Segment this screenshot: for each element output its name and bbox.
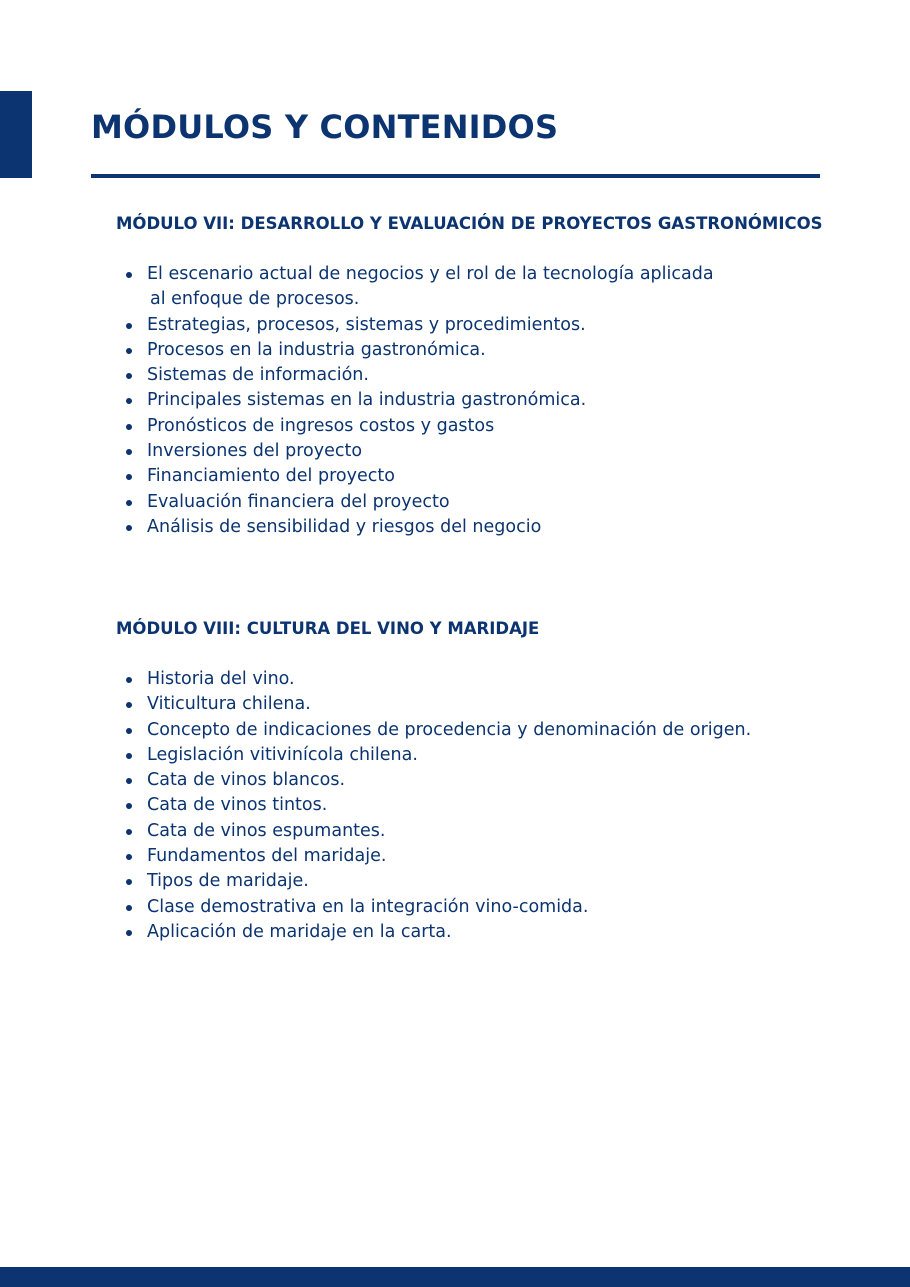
list-item-text: Cata de vinos espumantes. — [147, 820, 386, 841]
page-title: MÓDULOS Y CONTENIDOS — [91, 108, 559, 146]
list-item-text: Aplicación de maridaje en la carta. — [147, 921, 452, 942]
list-item-text: Estrategias, procesos, sistemas y procedimientos. — [147, 314, 586, 335]
list-item-text: Pronósticos de ingresos costos y gastos — [147, 415, 495, 436]
list-item-text: Evaluación financiera del proyecto — [147, 491, 450, 512]
list-item-text: Concepto de indicaciones de procedencia y denominación de origen. — [147, 719, 752, 740]
footer-band — [0, 1267, 910, 1287]
list-item-text-continuation: al enfoque de procesos. — [150, 289, 360, 310]
list-item — [116, 313, 836, 338]
list-item — [116, 819, 836, 844]
list-item — [116, 464, 836, 489]
list-item-text: Historia del vino. — [147, 669, 295, 689]
module-vii-section — [116, 212, 836, 540]
list-item-text: Análisis de sensibilidad y riesgos del negocio — [147, 516, 542, 537]
list-item-text: Fundamentos del maridaje. — [147, 846, 387, 867]
list-item — [116, 844, 836, 869]
list-item-text: Cata de vinos tintos. — [147, 795, 328, 816]
list-item — [116, 363, 836, 388]
list-item — [116, 439, 836, 464]
list-item — [116, 667, 836, 692]
list-item — [116, 515, 836, 540]
list-item — [116, 743, 836, 768]
list-item — [116, 388, 836, 413]
list-item — [116, 338, 836, 363]
list-item — [116, 414, 836, 439]
list-item-text: Principales sistemas en la industria gastronómica. — [147, 390, 587, 411]
list-item-text: Tipos de maridaje. — [147, 871, 309, 892]
list-item-text: Procesos en la industria gastronómica. — [147, 339, 486, 360]
list-item — [116, 262, 836, 313]
list-item-text: Sistemas de información. — [147, 365, 369, 386]
title-divider — [91, 174, 820, 178]
list-item-text: El escenario actual de negocios y el rol de la tecnología aplicada — [147, 264, 714, 284]
module-heading: MÓDULO VII: DESARROLLO Y EVALUACIÓN DE PROYECTOS GASTRONÓMICOS — [116, 214, 823, 233]
module-content-list — [116, 667, 836, 945]
list-item — [116, 895, 836, 920]
list-item-text: Cata de vinos blancos. — [147, 770, 346, 791]
list-item — [116, 490, 836, 515]
list-item-text: Inversiones del proyecto — [147, 441, 363, 462]
list-item — [116, 793, 836, 818]
list-item — [116, 920, 836, 945]
left-accent-block — [0, 91, 32, 178]
list-item-text: Clase demostrativa en la integración vino-comida. — [147, 896, 589, 917]
list-item-text: Financiamiento del proyecto — [147, 466, 395, 487]
module-content-list — [116, 262, 836, 540]
module-heading: MÓDULO VIII: CULTURA DEL VINO Y MARIDAJE — [116, 619, 540, 638]
list-item — [116, 869, 836, 894]
list-item-text: Viticultura chilena. — [147, 694, 311, 715]
list-item — [116, 718, 836, 743]
list-item — [116, 692, 836, 717]
list-item-text: Legislación vitivinícola chilena. — [147, 744, 418, 765]
list-item — [116, 768, 836, 793]
module-viii-section — [116, 617, 836, 945]
